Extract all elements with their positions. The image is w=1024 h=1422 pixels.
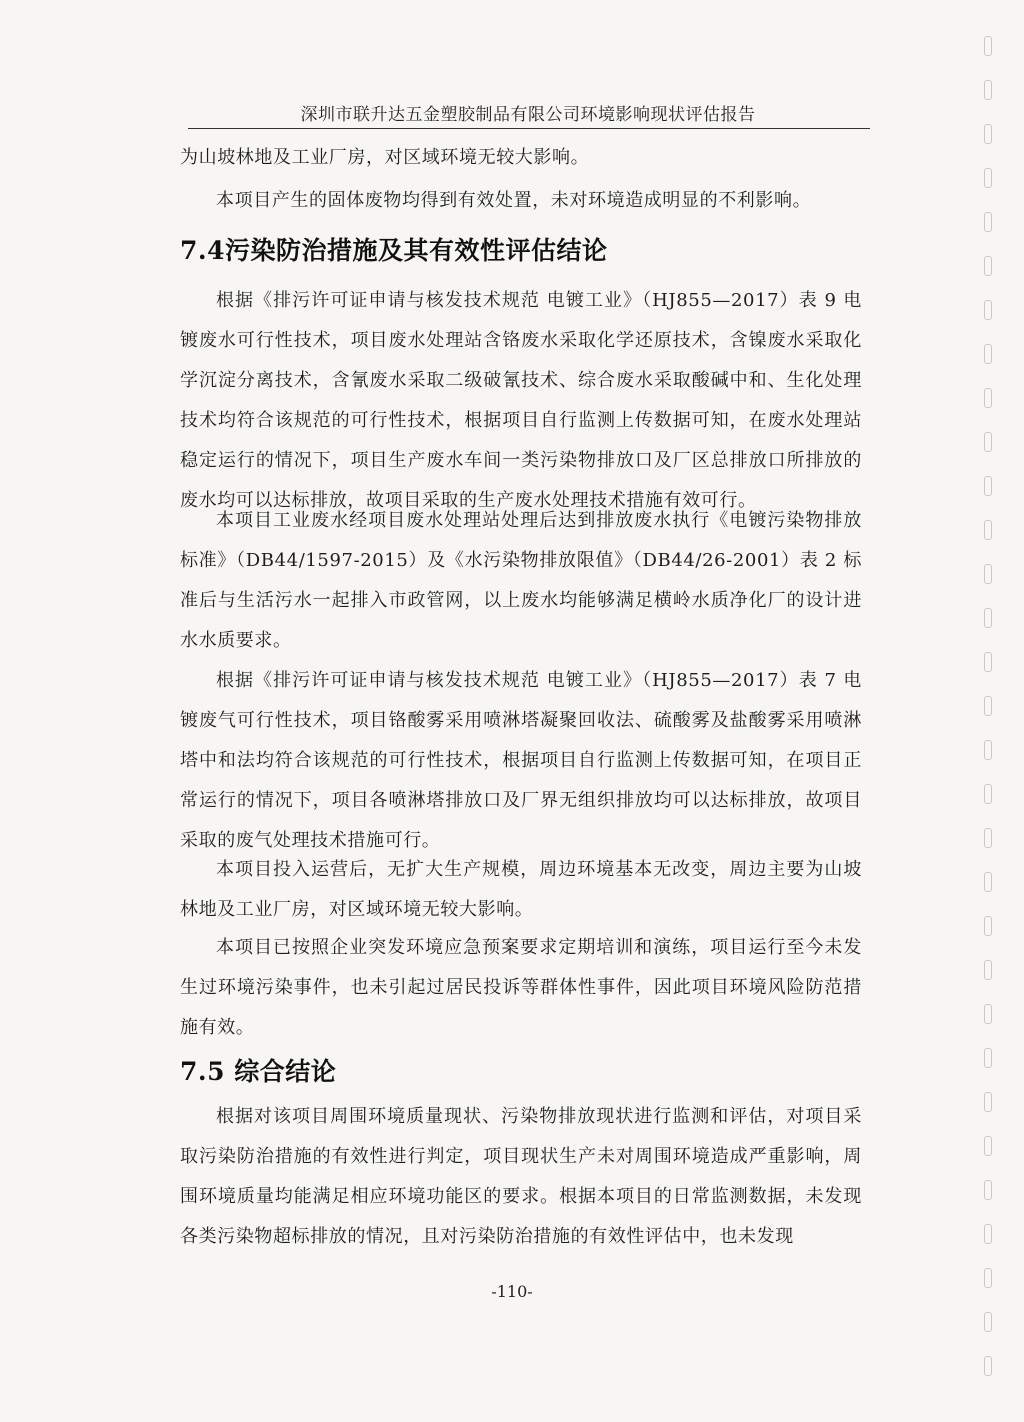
binder-hole <box>984 608 992 628</box>
binder-hole <box>984 740 992 760</box>
binder-hole <box>984 388 992 408</box>
binder-hole <box>984 124 992 144</box>
binder-hole <box>984 36 992 56</box>
binder-hole <box>984 1136 992 1156</box>
section-heading-7-4: 7.4污染防治措施及其有效性评估结论 <box>180 236 608 265</box>
paragraph-solid-waste: 本项目产生的固体废物均得到有效处置，未对环境造成明显的不利影响。 <box>216 190 812 211</box>
binder-hole <box>984 784 992 804</box>
binder-hole <box>984 1048 992 1068</box>
paragraph-risk-prevention: 本项目已按照企业突发环境应急预案要求定期培训和演练，项目运行至今未发生过环境污染事件，也未引起过居民投诉等群体性事件，因此项目环境风险防范措施有效。 <box>180 937 862 1038</box>
binder-hole <box>984 1004 992 1024</box>
paragraph-wastewater-tech: 根据《排污许可证申请与核发技术规范 电镀工业》（HJ855—2017）表 9 电镀废水可行性技术，项目废水处理站含铬废水采取化学还原技术，含镍废水采取化学沉淀分离技术，含氰废水采取二级破氰技术、综合废水采取酸碱中和、生化处理技术均符合该规范的可行性技术，根据项目自行监测上传数据可知，在废水处理站稳定运行的情况下，项目生产废水车间一类污染物排放口及厂区总排放口所排放的废水均可以达标排放，故项目采取的生产废水处理技术措施有效可行。 <box>180 290 862 511</box>
binder-hole <box>984 476 992 496</box>
binder-hole <box>984 652 992 672</box>
binder-hole <box>984 520 992 540</box>
binder-hole <box>984 1356 992 1376</box>
binder-hole <box>984 828 992 848</box>
binder-hole <box>984 1224 992 1244</box>
page-number: -110- <box>491 1282 533 1301</box>
paragraph-surroundings: 本项目投入运营后，无扩大生产规模，周边环境基本无改变，周边主要为山坡林地及工业厂房，对区域环境无较大影响。 <box>180 859 862 920</box>
binder-hole <box>984 872 992 892</box>
binder-hole <box>984 300 992 320</box>
binder-hole <box>984 1312 992 1332</box>
binder-hole <box>984 432 992 452</box>
binder-hole <box>984 1092 992 1112</box>
binder-hole <box>984 564 992 584</box>
header-rule <box>188 128 870 129</box>
binder-hole <box>984 212 992 232</box>
section-heading-7-5: 7.5 综合结论 <box>180 1057 337 1086</box>
running-header: 深圳市联升达五金塑胶制品有限公司环境影响现状评估报告 <box>300 105 756 125</box>
binder-hole-strip <box>984 36 996 1396</box>
binder-hole <box>984 344 992 364</box>
paragraph-wastewater-standard: 本项目工业废水经项目废水处理站处理后达到排放废水执行《电镀污染物排放标准》（DB44/1597-2015）及《水污染物排放限值》（DB44/26-2001）表 2 标准后与生活污水一起排入市政管网，以上废水均能够满足横岭水质净化厂的设计进水水质要求。 <box>180 510 862 651</box>
paragraph-overall-conclusion: 根据对该项目周围环境质量现状、污染物排放现状进行监测和评估，对项目采取污染防治措施的有效性进行判定，项目现状生产未对周围环境造成严重影响，周围环境质量均能满足相应环境功能区的要求。根据本项目的日常监测数据，未发现各类污染物超标排放的情况，且对污染防治措施的有效性评估中，也未发现 <box>180 1106 862 1247</box>
binder-hole <box>984 1180 992 1200</box>
binder-hole <box>984 960 992 980</box>
paragraph-exhaust-tech: 根据《排污许可证申请与核发技术规范 电镀工业》（HJ855—2017）表 7 电镀废气可行性技术，项目铬酸雾采用喷淋塔凝聚回收法、硫酸雾及盐酸雾采用喷淋塔中和法均符合该规范的可行性技术，根据项目自行监测上传数据可知，在项目正常运行的情况下，项目各喷淋塔排放口及厂界无组织排放均可以达标排放，故项目采取的废气处理技术措施可行。 <box>180 670 862 851</box>
binder-hole <box>984 696 992 716</box>
paragraph-intro: 为山坡林地及工业厂房，对区域环境无较大影响。 <box>180 147 590 168</box>
binder-hole <box>984 256 992 276</box>
binder-hole <box>984 168 992 188</box>
binder-hole <box>984 916 992 936</box>
binder-hole <box>984 80 992 100</box>
